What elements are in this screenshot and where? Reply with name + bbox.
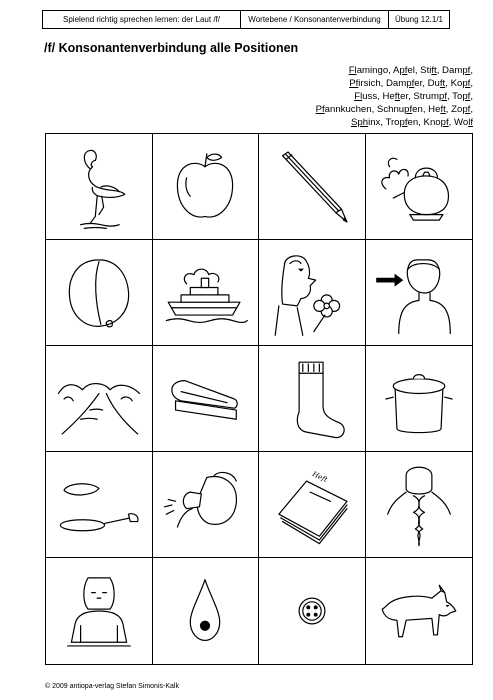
pancake-picture <box>46 452 153 558</box>
cluster-highlight: Pf <box>349 78 359 89</box>
word-line <box>316 116 473 129</box>
cluster-highlight: pf <box>462 78 471 89</box>
steam-kettle-picture <box>366 134 473 240</box>
word-text: , <box>470 78 473 89</box>
word-line <box>316 64 473 77</box>
word-text: , Zo <box>445 104 463 115</box>
wolf-picture <box>366 558 473 664</box>
page-title: /f/ Konsonantenverbindung alle Positionen <box>44 41 299 55</box>
head-arrow-picture <box>366 240 473 346</box>
word-text: , Wo <box>448 117 469 128</box>
cluster-highlight: ft <box>431 65 437 76</box>
pot-picture <box>366 346 473 452</box>
word-text: amingo, A <box>356 65 400 76</box>
notebook-picture <box>259 452 366 558</box>
word-list <box>316 64 473 129</box>
worksheet-header <box>42 10 450 29</box>
word-text: , <box>470 91 473 102</box>
cluster-highlight: ft <box>439 78 446 89</box>
smelling-flower-picture <box>259 240 366 346</box>
cluster-highlight: Fl <box>354 91 363 102</box>
cluster-highlight: ft <box>394 91 401 102</box>
cluster-highlight: lf <box>468 117 473 128</box>
cluster-highlight: pf <box>440 117 449 128</box>
peach-picture <box>46 240 153 346</box>
cluster-highlight: pf <box>462 91 471 102</box>
cluster-highlight: pf <box>439 91 448 102</box>
word-line <box>316 103 473 116</box>
cluster-highlight: pf <box>399 65 408 76</box>
word-line <box>316 90 473 103</box>
header-exercise-number: Übung 12.1/1 <box>394 15 444 24</box>
word-text: uss, He <box>362 91 395 102</box>
cluster-highlight: ft <box>440 104 446 115</box>
cluster-highlight: pf <box>399 117 408 128</box>
header-series: Spielend richtig sprechen lernen: der Laut /f/ <box>43 11 241 28</box>
word-text: annkuchen, Schnu <box>324 104 405 115</box>
notebook-label: Heft <box>310 469 329 484</box>
pencil-picture <box>259 134 366 240</box>
braid-picture <box>366 452 473 558</box>
word-text: , Ko <box>445 78 463 89</box>
word-text: , Dam <box>436 65 463 76</box>
cluster-highlight: Sph <box>350 117 369 128</box>
copyright-notice: © 2009 antiopa-verlag Stefan Simonis-Kalk <box>45 683 179 690</box>
word-text: inx, Tro <box>368 117 400 128</box>
word-line <box>316 77 473 90</box>
picture-grid <box>45 133 473 665</box>
cluster-highlight: pf <box>404 104 413 115</box>
stapler-picture <box>153 346 260 452</box>
word-text: , <box>470 65 473 76</box>
cluster-highlight: pf <box>462 104 471 115</box>
drop-picture <box>153 558 260 664</box>
word-text: , To <box>447 91 463 102</box>
word-text: el, Sti <box>407 65 432 76</box>
header-level: Wortebene / Konsonantenverbindung <box>241 11 389 28</box>
apple-picture <box>153 134 260 240</box>
flamingo-picture <box>46 134 153 240</box>
button-picture <box>259 558 366 664</box>
word-text: irsich, Dam <box>358 78 407 89</box>
steamship-picture <box>153 240 260 346</box>
cluster-highlight: Fl <box>348 65 357 76</box>
cluster-highlight: pf <box>406 78 415 89</box>
sphinx-picture <box>46 558 153 664</box>
river-picture <box>46 346 153 452</box>
sneeze-picture <box>153 452 260 558</box>
sock-picture <box>259 346 366 452</box>
word-text: en, He <box>412 104 441 115</box>
cluster-highlight: Pf <box>315 104 325 115</box>
word-text: en, Kno <box>407 117 441 128</box>
word-text: er, Strum <box>400 91 439 102</box>
word-text: er, Du <box>414 78 440 89</box>
cluster-highlight: pf <box>462 65 471 76</box>
word-text: , <box>470 104 473 115</box>
